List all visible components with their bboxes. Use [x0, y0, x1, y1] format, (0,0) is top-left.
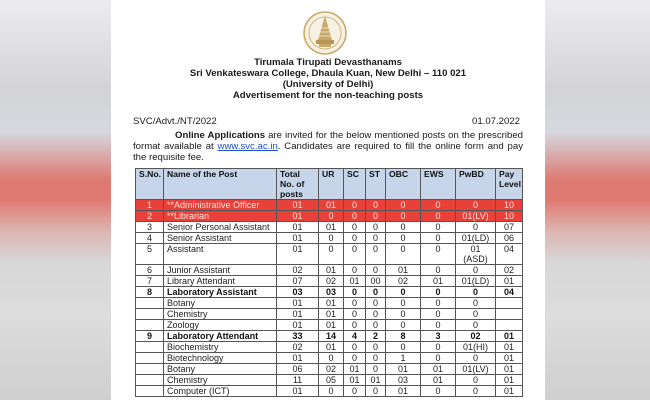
col-ews-header: EWS: [421, 169, 456, 200]
table-row: [136, 309, 523, 320]
col-ur-cell: 0: [319, 386, 344, 397]
table-row: [136, 375, 523, 386]
table-row: [136, 222, 523, 233]
col-st-cell: 0: [366, 309, 386, 320]
website-link[interactable]: www.svc.ac.in: [217, 141, 278, 153]
col-sno-header: S.No.: [136, 169, 164, 200]
col-ur-cell: 02: [319, 276, 344, 287]
col-ur-cell: 14: [319, 331, 344, 342]
col-post-name-cell: Senior Assistant: [164, 233, 277, 244]
col-pwbd-cell: 0: [456, 287, 496, 298]
table-row: [136, 320, 523, 331]
table-row: [136, 342, 523, 353]
col-pwbd-cell: 0: [456, 200, 496, 211]
col-sc-cell: 01: [344, 375, 366, 386]
col-sno-cell: 3: [136, 222, 164, 233]
col-st-cell: 0: [366, 287, 386, 298]
col-obc-cell: 0: [386, 342, 421, 353]
col-ur-cell: 0: [319, 244, 344, 265]
col-ur-cell: 01: [319, 200, 344, 211]
col-sc-cell: 0: [344, 287, 366, 298]
col-pwbd-cell: 0: [456, 386, 496, 397]
col-pay-level-cell: 10: [496, 200, 523, 211]
col-total-posts-cell: 01: [277, 320, 319, 331]
col-ews-cell: 0: [421, 222, 456, 233]
col-sno-cell: 5: [136, 244, 164, 265]
col-ews-cell: 0: [421, 244, 456, 265]
col-pwbd-cell: 01(LD): [456, 276, 496, 287]
table-row: [136, 200, 523, 211]
col-sno-cell: [136, 342, 164, 353]
col-ur-cell: 0: [319, 233, 344, 244]
table-row: [136, 211, 523, 222]
col-pwbd-cell: 01(LV): [456, 211, 496, 222]
col-ews-cell: 0: [421, 353, 456, 364]
col-sc-cell: 0: [344, 222, 366, 233]
col-obc-header: OBC: [386, 169, 421, 200]
col-pay-level-cell: 10: [496, 211, 523, 222]
col-post-name-cell: Library Attendant: [164, 276, 277, 287]
col-sno-cell: [136, 386, 164, 397]
table-row: [136, 276, 523, 287]
col-sc-cell: 4: [344, 331, 366, 342]
col-pay-level-header: Pay Level: [496, 169, 523, 200]
intro-paragraph: [133, 130, 523, 164]
advertisement-title: Advertisement for the non-teaching posts: [232, 90, 424, 101]
col-ur-cell: 01: [319, 222, 344, 233]
col-ews-cell: 0: [421, 309, 456, 320]
document-header: [111, 57, 545, 101]
col-sc-cell: 0: [344, 386, 366, 397]
col-ews-cell: 01: [421, 375, 456, 386]
col-obc-cell: 01: [386, 386, 421, 397]
col-post-name-cell: Laboratory Assistant: [164, 287, 277, 298]
col-sc-cell: 01: [344, 364, 366, 375]
col-sno-cell: [136, 320, 164, 331]
col-total-posts-cell: 33: [277, 331, 319, 342]
col-post-name-cell: Botany: [164, 364, 277, 375]
col-total-posts-cell: 02: [277, 342, 319, 353]
col-post-name-header: Name of the Post: [164, 169, 277, 200]
col-pay-level-cell: 01: [496, 342, 523, 353]
col-st-cell: 00: [366, 276, 386, 287]
col-post-name-cell: Chemistry: [164, 375, 277, 386]
col-st-cell: 0: [366, 244, 386, 265]
col-sc-cell: 0: [344, 342, 366, 353]
table-row: [136, 298, 523, 309]
col-ur-cell: 03: [319, 287, 344, 298]
blurred-background-left: [0, 0, 112, 400]
col-sc-cell: 0: [344, 298, 366, 309]
col-ur-header: UR: [319, 169, 344, 200]
col-pwbd-cell: 0: [456, 375, 496, 386]
table-row: [136, 353, 523, 364]
col-sno-cell: 6: [136, 265, 164, 276]
col-pay-level-cell: [496, 298, 523, 309]
col-pwbd-header: PwBD: [456, 169, 496, 200]
posts-table: [135, 168, 523, 397]
col-st-cell: 01: [366, 375, 386, 386]
col-pay-level-cell: 01: [496, 364, 523, 375]
col-ur-cell: 05: [319, 375, 344, 386]
col-obc-cell: 0: [386, 200, 421, 211]
col-st-cell: 0: [366, 265, 386, 276]
col-ur-cell: 01: [319, 320, 344, 331]
col-obc-cell: 0: [386, 298, 421, 309]
col-total-posts-cell: 01: [277, 211, 319, 222]
col-sc-cell: 0: [344, 200, 366, 211]
col-total-posts-cell: 01: [277, 353, 319, 364]
table-row: [136, 386, 523, 397]
col-sc-cell: 0: [344, 233, 366, 244]
col-ews-cell: 3: [421, 331, 456, 342]
col-pay-level-cell: 04: [496, 287, 523, 298]
col-ews-cell: 01: [421, 276, 456, 287]
intro-bold-lead: Online Applications: [175, 130, 266, 141]
col-obc-cell: 0: [386, 287, 421, 298]
col-ews-cell: 0: [421, 287, 456, 298]
col-obc-cell: 0: [386, 222, 421, 233]
col-post-name-cell: Laboratory Attendant: [164, 331, 277, 342]
col-total-posts-cell: 01: [277, 233, 319, 244]
col-pwbd-cell: 0: [456, 309, 496, 320]
col-pwbd-cell: 01(HI): [456, 342, 496, 353]
col-sc-cell: 0: [344, 309, 366, 320]
col-sc-cell: 0: [344, 353, 366, 364]
col-pay-level-cell: 04: [496, 244, 523, 265]
col-pay-level-cell: [496, 309, 523, 320]
table-row: [136, 331, 523, 342]
col-pwbd-cell: 0: [456, 353, 496, 364]
col-total-posts-cell: 01: [277, 309, 319, 320]
col-ur-cell: 01: [319, 298, 344, 309]
university-name: (University of Delhi): [282, 79, 374, 90]
col-sc-cell: 0: [344, 244, 366, 265]
col-ews-cell: 0: [421, 200, 456, 211]
table-row: [136, 265, 523, 276]
col-ur-cell: 01: [319, 265, 344, 276]
col-pwbd-cell: 0: [456, 265, 496, 276]
col-ews-cell: 0: [421, 386, 456, 397]
col-st-cell: 0: [366, 200, 386, 211]
col-st-cell: 0: [366, 211, 386, 222]
col-pay-level-cell: 02: [496, 265, 523, 276]
col-ur-cell: 0: [319, 211, 344, 222]
col-total-posts-cell: 01: [277, 222, 319, 233]
col-st-cell: 0: [366, 386, 386, 397]
col-post-name-cell: Biotechnology: [164, 353, 277, 364]
col-st-cell: 0: [366, 320, 386, 331]
intro-text-1: are invited for the below mentioned posts on the prescribed format available at: [133, 130, 523, 153]
col-sno-cell: 2: [136, 211, 164, 222]
col-pwbd-cell: 01 (ASD): [456, 244, 496, 265]
advertisement-document: [111, 0, 545, 400]
col-post-name-cell: **Librarian: [164, 211, 277, 222]
col-obc-cell: 0: [386, 211, 421, 222]
col-pwbd-cell: 0: [456, 222, 496, 233]
col-pwbd-cell: 01(LV): [456, 364, 496, 375]
col-ews-cell: 0: [421, 320, 456, 331]
col-st-cell: 0: [366, 353, 386, 364]
col-total-posts-cell: 03: [277, 287, 319, 298]
col-total-posts-cell: 02: [277, 265, 319, 276]
col-pay-level-cell: 01: [496, 331, 523, 342]
org-name: Tirumala Tirupati Devasthanams: [254, 57, 402, 68]
col-ews-cell: 0: [421, 233, 456, 244]
col-pwbd-cell: 01(LD): [456, 233, 496, 244]
col-obc-cell: 01: [386, 364, 421, 375]
col-total-posts-cell: 11: [277, 375, 319, 386]
col-obc-cell: 0: [386, 309, 421, 320]
col-st-cell: 2: [366, 331, 386, 342]
col-sno-cell: 7: [136, 276, 164, 287]
col-post-name-cell: Biochemistry: [164, 342, 277, 353]
col-sno-cell: [136, 364, 164, 375]
col-st-cell: 0: [366, 298, 386, 309]
col-pay-level-cell: 01: [496, 276, 523, 287]
col-obc-cell: 02: [386, 276, 421, 287]
reference-number: SVC/Advt./NT/2022: [133, 116, 217, 127]
col-st-cell: 0: [366, 364, 386, 375]
col-total-posts-cell: 01: [277, 200, 319, 211]
table-row: [136, 233, 523, 244]
col-pwbd-cell: 0: [456, 320, 496, 331]
col-post-name-cell: Zoology: [164, 320, 277, 331]
col-sno-cell: [136, 353, 164, 364]
col-sc-cell: 01: [344, 276, 366, 287]
col-total-posts-header: Total No. of posts: [277, 169, 319, 200]
col-sc-header: SC: [344, 169, 366, 200]
col-pay-level-cell: 01: [496, 375, 523, 386]
col-post-name-cell: Botany: [164, 298, 277, 309]
col-total-posts-cell: 01: [277, 386, 319, 397]
col-sno-cell: [136, 375, 164, 386]
col-sno-cell: 8: [136, 287, 164, 298]
col-ur-cell: 01: [319, 342, 344, 353]
col-pay-level-cell: 07: [496, 222, 523, 233]
col-pay-level-cell: 06: [496, 233, 523, 244]
col-obc-cell: 01: [386, 265, 421, 276]
col-ur-cell: 01: [319, 309, 344, 320]
col-pay-level-cell: 01: [496, 353, 523, 364]
col-obc-cell: 03: [386, 375, 421, 386]
table-row: [136, 364, 523, 375]
col-post-name-cell: Junior Assistant: [164, 265, 277, 276]
col-pay-level-cell: [496, 320, 523, 331]
table-header-row: [136, 169, 523, 200]
blurred-background-right: [545, 0, 650, 400]
col-ews-cell: 0: [421, 298, 456, 309]
col-total-posts-cell: 01: [277, 298, 319, 309]
ttd-temple-emblem-icon: [303, 10, 347, 56]
table-row: [136, 287, 523, 298]
col-obc-cell: 8: [386, 331, 421, 342]
col-pwbd-cell: 0: [456, 298, 496, 309]
col-post-name-cell: Computer (ICT): [164, 386, 277, 397]
col-ews-cell: 0: [421, 342, 456, 353]
col-sno-cell: 4: [136, 233, 164, 244]
intro-text-2: . Candidates are required to fill the online form and pay the requisite fee.: [133, 141, 523, 164]
col-post-name-cell: Assistant: [164, 244, 277, 265]
col-st-header: ST: [366, 169, 386, 200]
col-post-name-cell: **Administrative Officer: [164, 200, 277, 211]
col-obc-cell: 0: [386, 233, 421, 244]
college-address: Sri Venkateswara College, Dhaula Kuan, New Delhi – 110 021: [189, 68, 467, 79]
col-ur-cell: 02: [319, 364, 344, 375]
col-st-cell: 0: [366, 233, 386, 244]
col-sc-cell: 0: [344, 320, 366, 331]
col-sno-cell: [136, 309, 164, 320]
col-obc-cell: 0: [386, 320, 421, 331]
table-row: [136, 244, 523, 265]
col-sc-cell: 0: [344, 211, 366, 222]
col-total-posts-cell: 07: [277, 276, 319, 287]
col-ews-cell: 0: [421, 211, 456, 222]
col-ur-cell: 0: [319, 353, 344, 364]
col-total-posts-cell: 06: [277, 364, 319, 375]
col-obc-cell: 1: [386, 353, 421, 364]
col-sno-cell: 1: [136, 200, 164, 211]
col-pay-level-cell: 01: [496, 386, 523, 397]
col-st-cell: 0: [366, 222, 386, 233]
col-ews-cell: 01: [421, 364, 456, 375]
advertisement-date: 01.07.2022: [471, 116, 520, 127]
col-total-posts-cell: 01: [277, 244, 319, 265]
col-sno-cell: [136, 298, 164, 309]
col-post-name-cell: Senior Personal Assistant: [164, 222, 277, 233]
col-pwbd-cell: 02: [456, 331, 496, 342]
col-sc-cell: 0: [344, 265, 366, 276]
col-ews-cell: 0: [421, 265, 456, 276]
col-sno-cell: 9: [136, 331, 164, 342]
col-st-cell: 0: [366, 342, 386, 353]
col-post-name-cell: Chemistry: [164, 309, 277, 320]
col-obc-cell: 0: [386, 244, 421, 265]
